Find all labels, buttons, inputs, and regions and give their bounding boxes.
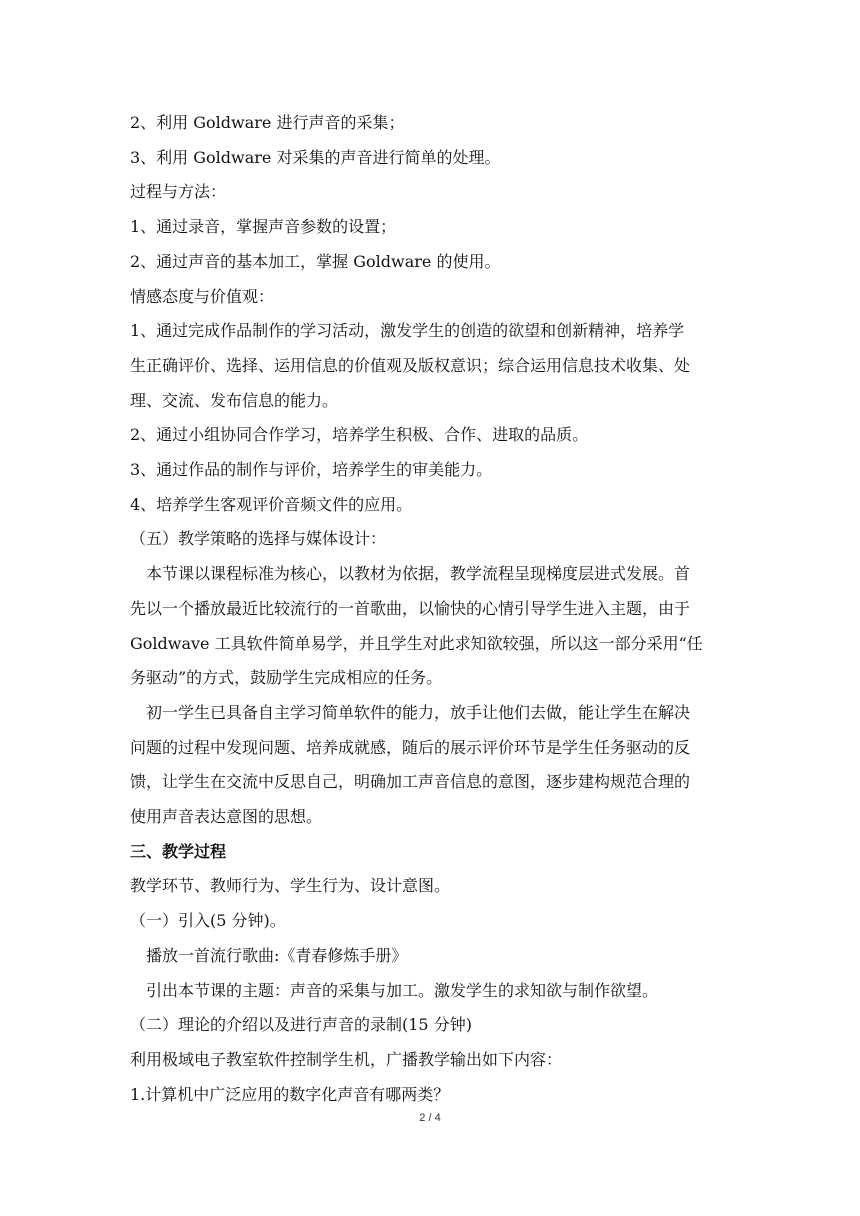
paragraph-line: 生正确评价、选择、运用信息的价值观及版权意识；综合运用信息技术收集、处 xyxy=(130,355,691,375)
text-line: 1、通过录音，掌握声音参数的设置； xyxy=(130,217,397,237)
paragraph-line: Goldwave 工具软件简单易学，并且学生对此求知欲较强，所以这一部分采用“任 xyxy=(130,633,703,653)
subheading-emotion-values: 情感态度与价值观： xyxy=(130,286,275,306)
section-heading: 三、教学过程 xyxy=(130,841,227,861)
subheading-strategy: （五）教学策略的选择与媒体设计： xyxy=(130,529,387,549)
paragraph-line: 理、交流、发布信息的能力。 xyxy=(130,390,339,410)
text-line: 3、利用 Goldware 对采集的声音进行简单的处理。 xyxy=(130,147,501,167)
text-line: 3、通过作品的制作与评价，培养学生的审美能力。 xyxy=(130,460,493,480)
text-line: 播放一首流行歌曲:《青春修炼手册》 xyxy=(146,945,408,965)
text-line: 引出本节课的主题：声音的采集与加工。激发学生的求知欲与制作欲望。 xyxy=(146,980,659,1000)
paragraph-line: 1、通过完成作品制作的学习活动，激发学生的创造的欲望和创新精神，培养学 xyxy=(130,321,685,341)
text-line: 4、培养学生客观评价音频文件的应用。 xyxy=(130,494,413,514)
subheading-intro: （一）引入(5 分钟)。 xyxy=(130,911,286,931)
paragraph-line: 使用声音表达意图的思想。 xyxy=(130,807,323,827)
text-line: 2、通过声音的基本加工，掌握 Goldware 的使用。 xyxy=(130,251,501,271)
question-line: 1.计算机中广泛应用的数字化声音有哪两类？ xyxy=(130,1084,450,1104)
paragraph-emotion-goal-1 xyxy=(130,314,730,418)
paragraph-line: 本节课以课程标准为核心，以教材为依据，教学流程呈现梯度层进式发展。首 xyxy=(146,564,691,584)
page-number: 2 / 4 xyxy=(419,1112,441,1124)
text-line: 2、通过小组协同合作学习，培养学生积极、合作、进取的品质。 xyxy=(130,425,589,445)
document-body xyxy=(130,106,730,1112)
subheading-recording: （二）理论的介绍以及进行声音的录制(15 分钟) xyxy=(130,1015,472,1035)
text-line: 利用极域电子教室软件控制学生机，广播教学输出如下内容： xyxy=(130,1049,563,1069)
paragraph-line: 问题的过程中发现问题、培养成就感，随后的展示评价环节是学生任务驱动的反 xyxy=(130,737,691,757)
text-line: 教学环节、教师行为、学生行为、设计意图。 xyxy=(130,876,451,896)
paragraph-line: 务驱动”的方式，鼓励学生完成相应的任务。 xyxy=(130,668,443,688)
paragraph-line: 馈，让学生在交流中反思自己，明确加工声音信息的意图，逐步建构规范合理的 xyxy=(130,772,691,792)
paragraph-strategy-2 xyxy=(130,696,730,835)
paragraph-strategy-1 xyxy=(130,557,730,696)
paragraph-line: 先以一个播放最近比较流行的一首歌曲，以愉快的心情引导学生进入主题，由于 xyxy=(130,598,691,618)
paragraph-line: 初一学生已具备自主学习简单软件的能力，放手让他们去做，能让学生在解决 xyxy=(146,702,691,722)
text-line: 2、利用 Goldware 进行声音的采集； xyxy=(130,113,405,132)
subheading-process-method: 过程与方法： xyxy=(130,182,227,202)
